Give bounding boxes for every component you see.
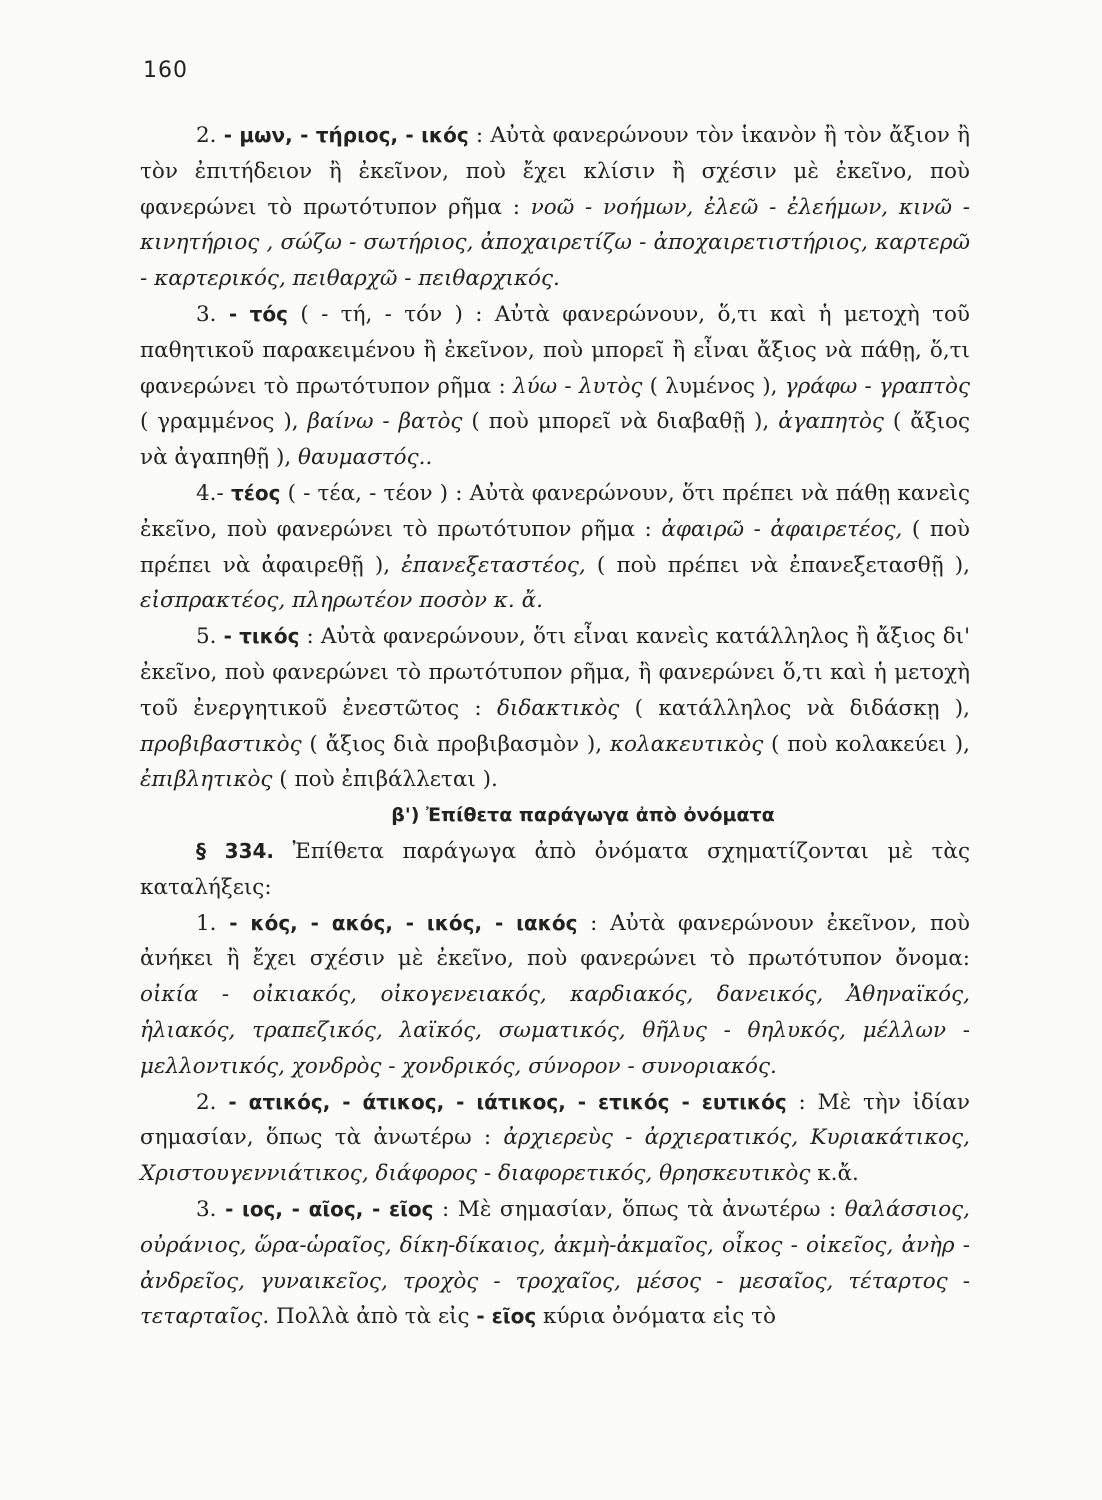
text: : Αὐτὰ φανερώνουν, ὅτι εἶναι κανεὶς κατάλληλος ἢ ἄξιος δι' ἐκεῖνο, ποὺ φανερώνει τὸ πρωτότυπον ρῆμα, ἢ φανερώνει ὅ,τι καὶ ἡ μετοχὴ τοῦ ἐνεργητικοῦ ἐνεστῶτος :	[140, 624, 970, 721]
example: ἀφαιρῶ - ἀφαιρετέος,	[661, 516, 903, 542]
item-number: 4.-	[196, 480, 224, 506]
text: ( κατάλληλος νὰ διδάσκῃ ),	[619, 695, 970, 721]
suffix-list: - ατικός, - άτικος, - ιάτικος, - ετικός - ευτικός	[228, 1089, 787, 1114]
examples: οἰκία - οἰκιακός, οἰκογενειακός, καρδιακός, δανεικός, Ἀθηναϊκός, ἡλιακός, τραπεζικός, λαϊκός, σωματικός, θῆλυς - θηλυκός, μέλλων - μελλοντικός, χονδρὸς - χονδρικός, σύνορον - συνοριακός.	[140, 982, 970, 1079]
item-number: 3.	[196, 1196, 217, 1222]
example: διδακτικὸς	[496, 695, 620, 721]
text: ( - τέα, - τέον ) : Αὐτὰ φανερώνουν, ὅτι πρέπει νὰ πάθῃ κανεὶς ἐκεῖνο, ποὺ φανερώνει τὸ πρωτότυπον ρῆμα :	[140, 480, 970, 542]
text: ( γραμμένος ),	[140, 409, 308, 435]
example: εἰσπρακτέος, πληρωτέον ποσὸν κ. ἄ.	[140, 588, 543, 614]
paragraph	[140, 1085, 970, 1192]
body-text	[140, 118, 970, 1335]
text: ( ποὺ ἐπιβάλλεται ).	[272, 767, 498, 793]
example: ἐπανεξεταστέος,	[401, 552, 586, 578]
section-heading: β') Ἐπίθετα παράγωγα ἀπὸ ὀνόματα	[391, 804, 775, 827]
item-number: 5.	[196, 624, 217, 650]
paragraph	[140, 834, 970, 906]
text: ( ἄξιος νὰ ἀγαπηθῇ ),	[140, 409, 970, 471]
item-number: 3.	[196, 301, 217, 327]
example: γράφω - γραπτὸς	[784, 373, 971, 399]
example: ἐπιβλητικὸς	[140, 767, 273, 793]
text: ( ἄξιος διὰ προβιβασμὸν ),	[301, 731, 610, 757]
text: Πολλὰ ἀπὸ τὰ εἰς	[269, 1304, 477, 1330]
text: : Μὲ σημασίαν, ὅπως τὰ ἀνωτέρω :	[433, 1196, 845, 1222]
examples: νοῶ - νοήμων, ἐλεῶ - ἐλεήμων, κινῶ - κινητήριος , σώζω - σωτήριος, ἀποχαιρετίζω - ἀποχαιρετιστήριος, καρτερῶ - καρτερικός, πειθαρχῶ - πειθαρχικός.	[140, 194, 971, 292]
item-number: 1.	[196, 910, 217, 936]
paragraph	[140, 118, 970, 297]
examples: ἀρχιερεὺς - ἀρχιερατικός, Κυριακάτικος, Χριστουγεννιάτικος, διάφορος - διαφορετικός, θρησκευτικὸς	[140, 1125, 970, 1187]
example: θαυμαστός..	[298, 445, 433, 471]
example: λύω - λυτὸς	[512, 373, 643, 399]
text: ( ποὺ μπορεῖ νὰ διαβαθῇ ),	[462, 409, 779, 435]
paragraph	[140, 906, 970, 1085]
text: κ.ἄ.	[810, 1161, 859, 1187]
suffix-list: - ιος, - αῖος, - εῖος	[225, 1196, 434, 1221]
item-number: 2.	[196, 123, 217, 148]
suffix-list: - κός, - ακός, - ικός, - ιακός	[229, 910, 578, 935]
text: ( ποὺ πρέπει νὰ ἐπανεξετασθῇ ),	[585, 552, 970, 578]
paragraph	[140, 1192, 970, 1335]
example: ἀγαπητὸς	[778, 409, 884, 435]
paragraph	[140, 476, 970, 619]
paragraph	[140, 619, 970, 798]
text: ( ποὺ κολακεύει ),	[763, 731, 970, 757]
section-number: § 334.	[196, 838, 275, 863]
item-number: 2.	[196, 1089, 217, 1115]
text: ( - τή, - τόν ) : Αὐτὰ φανερώνουν, ὅ,τι καὶ ἡ μετοχὴ τοῦ παθητικοῦ παρακειμένου ἢ ἐκεῖνον, ποὺ μπορεῖ ἢ εἶναι ἄξιος νὰ πάθῃ, ὅ,τι φανερώνει τὸ πρωτότυπον ρῆμα :	[140, 301, 971, 399]
suffix-list: - μων, - τήριος, - ικός	[223, 123, 469, 147]
text: Ἐπίθετα παράγωγα ἀπὸ ὀνόματα σχηματίζονται μὲ τὰς καταλήξεις:	[140, 838, 970, 900]
text: ( ποὺ πρέπει νὰ ἀφαιρεθῇ ),	[140, 516, 970, 578]
page-number: 160	[143, 58, 188, 83]
suffix-list: - τός	[228, 301, 289, 326]
example: προβιβαστικὸς	[140, 731, 302, 757]
paragraph	[140, 297, 970, 476]
text: : Αὐτὰ φανερώνουν ἐκεῖνον, ποὺ ἀνήκει ἢ ἔχει σχέσιν μὲ ἐκεῖνο, ποὺ φανερώνει τὸ πρωτότυπον ὄνομα:	[140, 910, 970, 972]
suffix-list: - τικός	[223, 624, 300, 649]
suffix-list: τέος	[230, 480, 281, 505]
text: ( λυμένος ),	[642, 373, 785, 399]
suffix: - εῖος	[476, 1304, 537, 1329]
text: : Μὲ τὴν ἰδίαν σημασίαν, ὅπως τὰ ἀνωτέρω :	[140, 1089, 971, 1151]
example: βαίνω - βατὸς	[307, 409, 463, 435]
examples: θαλάσσιος, οὐράνιος, ὥρα-ὡραῖος, δίκη-δίκαιος, ἀκμὴ-ἀκμαῖος, οἶκος - οἰκεῖος, ἀνὴρ - ἀνδρεῖος, γυναικεῖος, τροχὸς - τροχαῖος, μέσος - μεσαῖος, τέταρτος - τεταρταῖος.	[140, 1196, 971, 1330]
example: κολακευτικὸς	[609, 731, 764, 757]
text: : Αὐτὰ φανερώνουν τὸν ἱκανὸν ἢ τὸν ἄξιον ἢ τὸν ἐπιτήδειον ἢ ἐκεῖνον, ποὺ ἔχει κλίσιν ἢ σχέσιν μὲ ἐκεῖνο, ποὺ φανερώνει τὸ πρωτότυπον ρῆμα :	[140, 123, 970, 220]
text: κύρια ὀνόματα εἰς τὸ	[536, 1304, 776, 1330]
